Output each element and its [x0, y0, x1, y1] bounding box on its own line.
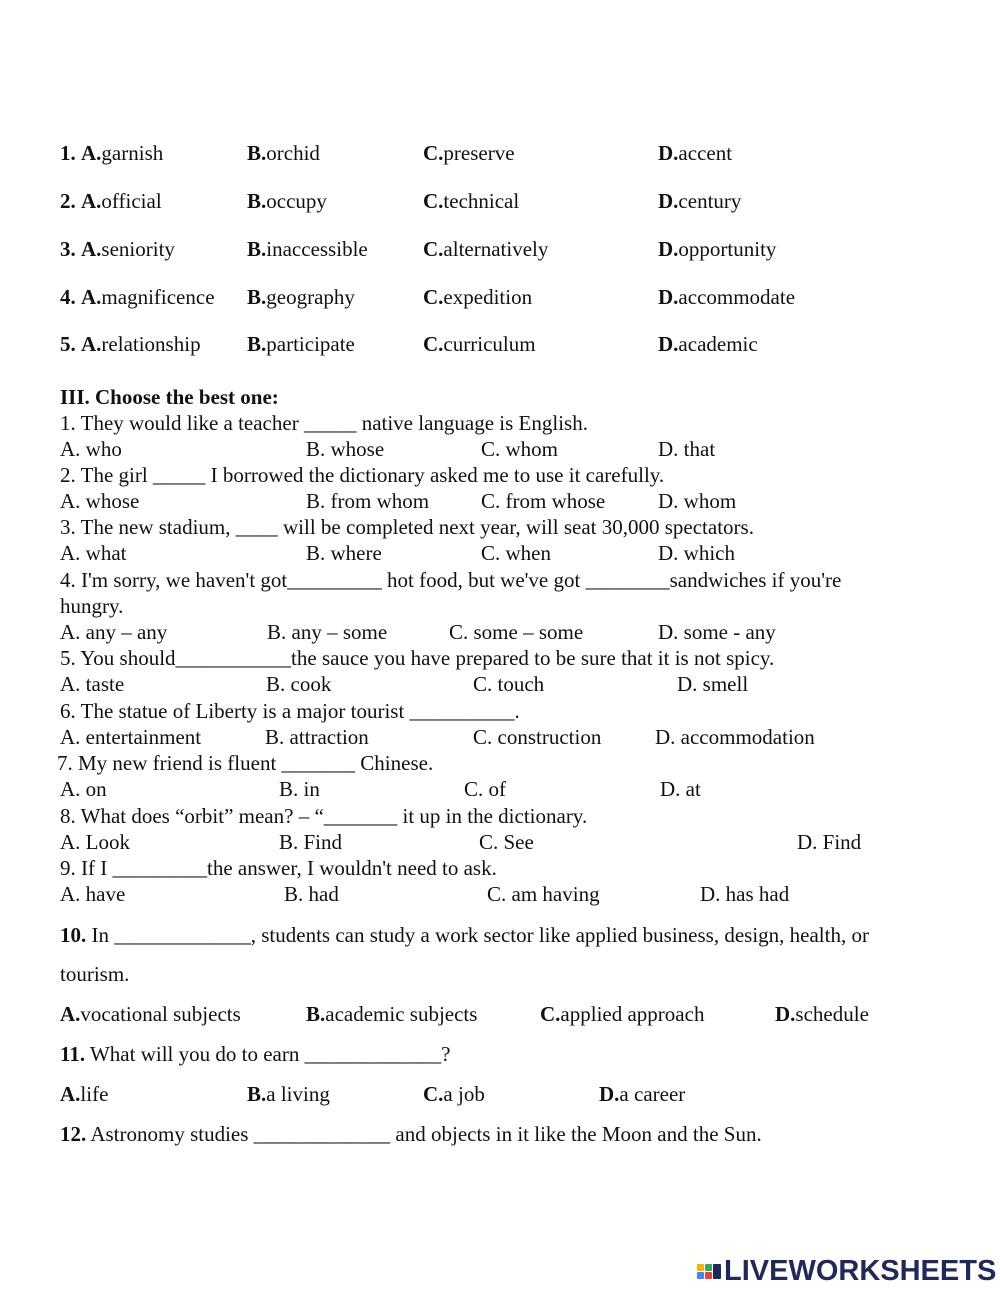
question-number: 2.: [60, 189, 76, 213]
option-letter: A.: [60, 1082, 81, 1106]
option-c: C. some – some: [449, 620, 584, 644]
option-letter: C.: [423, 285, 444, 309]
question-text: 8. What does “orbit” mean? – “_______ it up in the dictionary.: [60, 804, 588, 828]
question-text-continued: hungry.: [60, 594, 124, 618]
option-c: C. of: [464, 777, 506, 801]
option-b: B. whose: [306, 437, 385, 461]
option-d: century: [678, 189, 742, 213]
option-letter: C.: [423, 332, 444, 356]
option-a: A. on: [60, 777, 107, 801]
option-a: garnish: [101, 141, 164, 165]
option-letter: D.: [599, 1082, 620, 1106]
option-a: official: [101, 189, 162, 213]
option-letter: A.: [81, 141, 102, 165]
option-a: A. entertainment: [60, 725, 202, 749]
option-a: A. what: [60, 541, 127, 565]
option-letter: A.: [60, 1002, 81, 1026]
option-letter: B.: [247, 141, 267, 165]
option-d: D. Find: [797, 830, 862, 854]
question-text: 9. If I _________the answer, I wouldn't need to ask.: [60, 856, 497, 880]
question-number: 12.: [60, 1122, 87, 1146]
option-letter: A.: [81, 332, 102, 356]
question-number: 4.: [60, 285, 76, 309]
question-text: [60, 1121, 762, 1147]
option-b: participate: [266, 332, 355, 356]
option-d: D. at: [660, 777, 701, 801]
option-c: C. am having: [487, 882, 600, 906]
option-letter: C.: [540, 1002, 561, 1026]
option-c: C. whom: [481, 437, 559, 461]
liveworksheets-logo: [696, 1254, 996, 1288]
question-number: 1.: [60, 141, 76, 165]
option-c: alternatively: [443, 237, 549, 261]
question-text: 7. My new friend is fluent _______ Chinese.: [57, 751, 434, 775]
option-letter: C.: [423, 141, 444, 165]
option-a: A. whose: [60, 489, 140, 513]
option-c: curriculum: [443, 332, 536, 356]
option-letter: B.: [247, 1082, 267, 1106]
option-c: C. See: [479, 830, 534, 854]
option-d: D. that: [658, 437, 716, 461]
option-a: A. who: [60, 437, 122, 461]
option-letter: B.: [247, 237, 267, 261]
option-d: schedule: [795, 1002, 869, 1026]
option-a: magnificence: [101, 285, 215, 309]
option-c: C. touch: [473, 672, 545, 696]
option-d: accent: [678, 141, 733, 165]
option-d: D. which: [658, 541, 735, 565]
option-letter: B.: [247, 189, 267, 213]
option-b: B. attraction: [265, 725, 369, 749]
question-text: 2. The girl _____ I borrowed the dictionary asked me to use it carefully.: [60, 463, 665, 487]
question-body: In _____________, students can study a work sector like applied business, design, health, or: [86, 923, 869, 947]
option-letter: D.: [658, 332, 679, 356]
option-d: a career: [619, 1082, 686, 1106]
option-d: D. has had: [700, 882, 790, 906]
question-text: 6. The statue of Liberty is a major tourist __________.: [60, 699, 520, 723]
section-heading: III. Choose the best one:: [60, 385, 279, 409]
option-letter: C.: [423, 1082, 444, 1106]
question-text: 3. The new stadium, ____ will be completed next year, will seat 30,000 spectators.: [60, 515, 754, 539]
option-a: A. have: [60, 882, 126, 906]
option-d: D. some - any: [658, 620, 776, 644]
option-letter: D.: [658, 141, 679, 165]
logo-text: LIVEWORKSHEETS: [724, 1254, 997, 1287]
question-text-continued: tourism.: [60, 962, 130, 986]
option-letter: C.: [423, 189, 444, 213]
option-c: a job: [443, 1082, 485, 1106]
question-body: What will you do to earn _____________?: [85, 1042, 451, 1066]
question-body: Astronomy studies _____________ and objects in it like the Moon and the Sun.: [86, 1122, 762, 1146]
option-c: preserve: [443, 141, 515, 165]
option-b: geography: [266, 285, 355, 309]
option-b: B. in: [279, 777, 320, 801]
option-b: academic subjects: [325, 1002, 478, 1026]
option-letter: B.: [247, 285, 267, 309]
option-c: C. from whose: [481, 489, 606, 513]
option-b: B. from whom: [306, 489, 430, 513]
option-c: C. when: [481, 541, 551, 565]
option-d: D. accommodation: [655, 725, 815, 749]
option-d: academic: [678, 332, 758, 356]
question-text: 4. I'm sorry, we haven't got_________ hot food, but we've got ________sandwiches if you're: [60, 568, 842, 592]
option-c: C. construction: [473, 725, 602, 749]
option-a: vocational subjects: [80, 1002, 241, 1026]
question-number: 5.: [60, 332, 76, 356]
option-b: B. Find: [279, 830, 343, 854]
option-b: B. where: [306, 541, 382, 565]
option-c: expedition: [443, 285, 533, 309]
option-letter: A.: [81, 285, 102, 309]
question-text: [60, 1041, 450, 1067]
option-b: B. any – some: [267, 620, 388, 644]
option-b: B. cook: [266, 672, 332, 696]
option-a: seniority: [101, 237, 175, 261]
option-b: inaccessible: [266, 237, 368, 261]
option-a: A. Look: [60, 830, 130, 854]
option-letter: D.: [775, 1002, 796, 1026]
option-letter: A.: [81, 189, 102, 213]
option-letter: D.: [658, 285, 679, 309]
question-text: 1. They would like a teacher _____ native language is English.: [60, 411, 588, 435]
option-b: a living: [266, 1082, 330, 1106]
option-c: technical: [443, 189, 520, 213]
option-b: B. had: [284, 882, 339, 906]
option-d: opportunity: [678, 237, 777, 261]
option-letter: B.: [306, 1002, 326, 1026]
option-letter: D.: [658, 237, 679, 261]
option-a: A. taste: [60, 672, 125, 696]
option-b: orchid: [266, 141, 320, 165]
option-b: occupy: [266, 189, 327, 213]
option-letter: B.: [247, 332, 267, 356]
option-letter: C.: [423, 237, 444, 261]
option-letter: A.: [81, 237, 102, 261]
option-d: accommodate: [678, 285, 796, 309]
option-d: D. smell: [677, 672, 749, 696]
logo-blocks-icon: [696, 1256, 722, 1286]
option-a: relationship: [101, 332, 201, 356]
option-a: life: [80, 1082, 109, 1106]
option-c: applied approach: [560, 1002, 705, 1026]
question-text: 5. You should___________the sauce you have prepared to be sure that it is not spicy.: [60, 646, 775, 670]
option-d: D. whom: [658, 489, 737, 513]
option-a: A. any – any: [60, 620, 168, 644]
option-letter: D.: [658, 189, 679, 213]
question-text: [60, 922, 869, 948]
question-number: 3.: [60, 237, 76, 261]
question-number: 11.: [60, 1042, 86, 1066]
question-number: 10.: [60, 923, 87, 947]
